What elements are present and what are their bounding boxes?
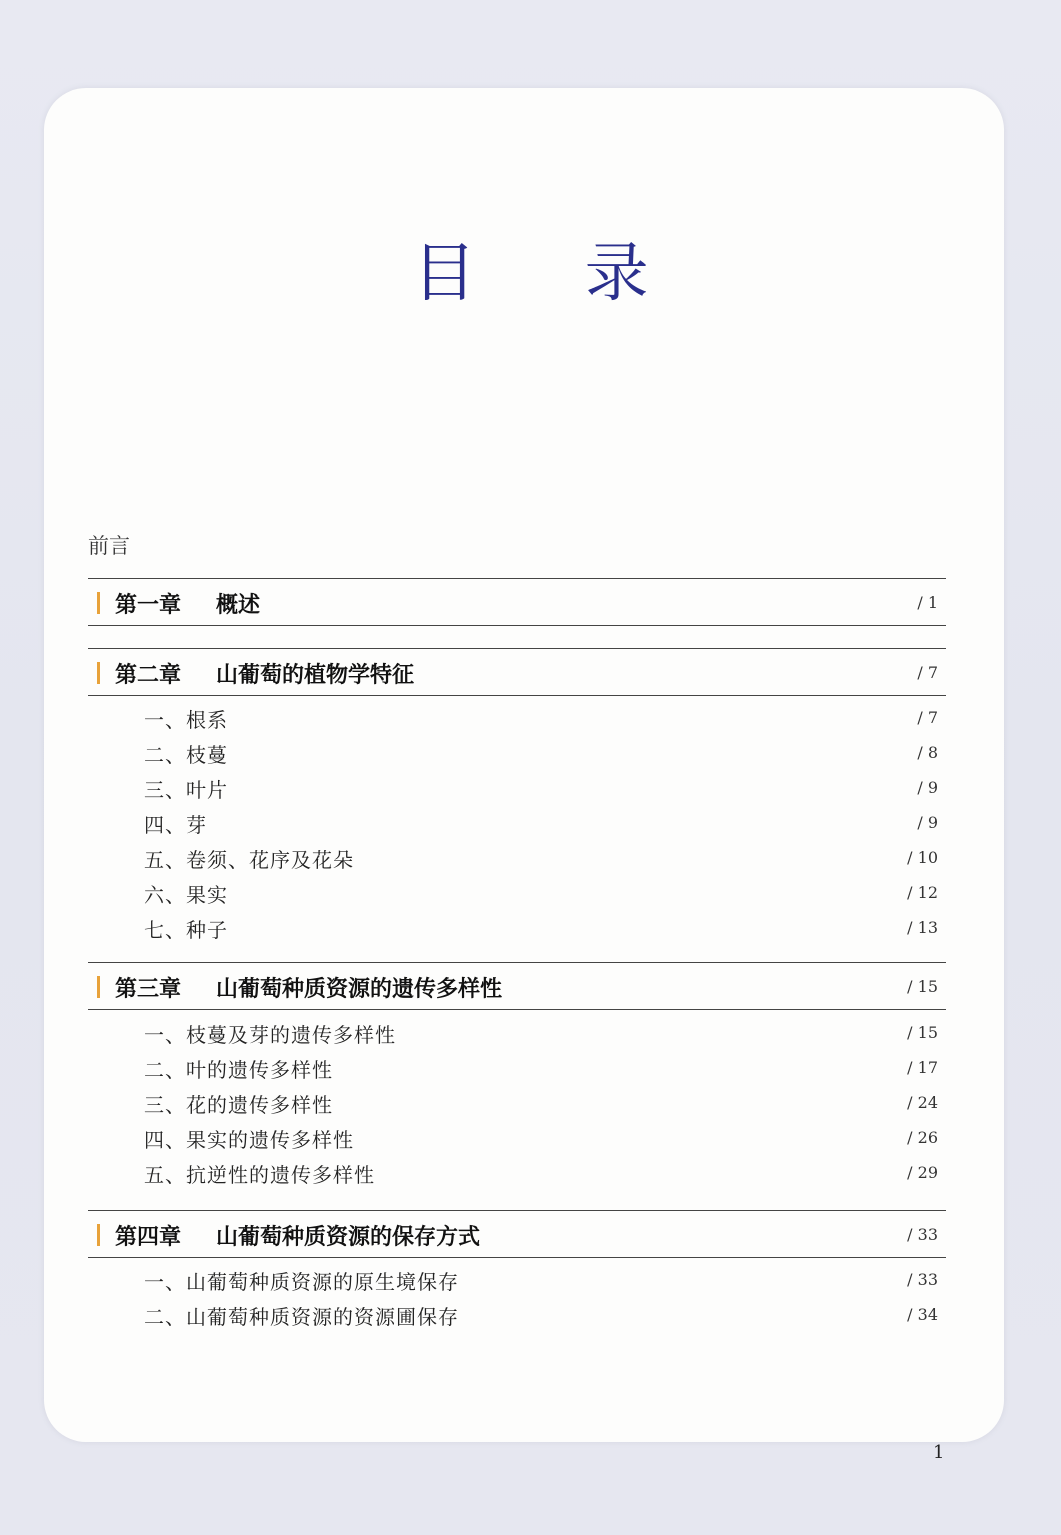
toc-preface[interactable]: 前言 <box>88 534 130 558</box>
entry-page: / 13 <box>907 918 938 937</box>
chapter-name: 山葡萄的植物学特征 <box>216 663 415 688</box>
entry-label: 六、果实 <box>144 883 228 907</box>
chapter-page: / 33 <box>907 1225 938 1244</box>
chapter-name: 山葡萄种质资源的遗传多样性 <box>216 977 503 1002</box>
toc-entry[interactable] <box>88 879 946 909</box>
chapter-accent-bar <box>97 662 100 684</box>
toc-chapter-3[interactable] <box>88 962 946 1010</box>
chapter-accent-bar <box>97 592 100 614</box>
chapter-name: 概述 <box>216 593 261 618</box>
entry-label: 七、种子 <box>144 918 228 942</box>
toc-entry[interactable] <box>88 1089 946 1119</box>
chapter-number: 第四章 <box>115 1225 182 1250</box>
entry-page: / 15 <box>907 1023 938 1042</box>
page-number: 1 <box>933 1442 945 1463</box>
toc-entry[interactable] <box>88 704 946 734</box>
toc-entry[interactable] <box>88 774 946 804</box>
entry-label: 五、卷须、花序及花朵 <box>144 848 354 872</box>
entry-page: / 34 <box>907 1305 938 1324</box>
entry-page: / 33 <box>907 1270 938 1289</box>
toc-entry[interactable] <box>88 809 946 839</box>
entry-page: / 9 <box>917 813 938 832</box>
entry-label: 二、枝蔓 <box>144 743 228 767</box>
toc-entry[interactable] <box>88 1266 946 1296</box>
entry-page: / 8 <box>917 743 938 762</box>
chapter-number: 第三章 <box>115 977 182 1002</box>
toc-chapter-4[interactable] <box>88 1210 946 1258</box>
entry-label: 五、抗逆性的遗传多样性 <box>144 1163 375 1187</box>
entry-label: 二、叶的遗传多样性 <box>144 1058 333 1082</box>
entry-label: 一、枝蔓及芽的遗传多样性 <box>144 1023 396 1047</box>
chapter-page: / 15 <box>907 977 938 996</box>
entry-page: / 12 <box>907 883 938 902</box>
toc-entry[interactable] <box>88 1301 946 1331</box>
chapter-accent-bar <box>97 976 100 998</box>
chapter-accent-bar <box>97 1224 100 1246</box>
entry-page: / 26 <box>907 1128 938 1147</box>
entry-label: 三、花的遗传多样性 <box>144 1093 333 1117</box>
entry-page: / 17 <box>907 1058 938 1077</box>
toc-chapter-1[interactable] <box>88 578 946 626</box>
chapter-page: / 1 <box>917 593 938 612</box>
entry-label: 一、根系 <box>144 708 228 732</box>
toc-entry[interactable] <box>88 1019 946 1049</box>
entry-page: / 9 <box>917 778 938 797</box>
chapter-page: / 7 <box>917 663 938 682</box>
chapter-number: 第一章 <box>115 593 182 618</box>
toc-entry[interactable] <box>88 739 946 769</box>
page-title: 目 录 <box>412 237 693 311</box>
entry-label: 四、果实的遗传多样性 <box>144 1128 354 1152</box>
toc-entry[interactable] <box>88 914 946 944</box>
chapter-number: 第二章 <box>115 663 182 688</box>
entry-page: / 29 <box>907 1163 938 1182</box>
entry-page: / 24 <box>907 1093 938 1112</box>
toc-entry[interactable] <box>88 1124 946 1154</box>
toc-entry[interactable] <box>88 1054 946 1084</box>
entry-label: 二、山葡萄种质资源的资源圃保存 <box>144 1305 459 1329</box>
toc-chapter-2[interactable] <box>88 648 946 696</box>
chapter-name: 山葡萄种质资源的保存方式 <box>216 1225 481 1250</box>
toc-entry[interactable] <box>88 844 946 874</box>
entry-label: 四、芽 <box>144 813 207 837</box>
entry-label: 三、叶片 <box>144 778 228 802</box>
entry-page: / 10 <box>907 848 938 867</box>
entry-label: 一、山葡萄种质资源的原生境保存 <box>144 1270 459 1294</box>
toc-entry[interactable] <box>88 1159 946 1189</box>
entry-page: / 7 <box>917 708 938 727</box>
